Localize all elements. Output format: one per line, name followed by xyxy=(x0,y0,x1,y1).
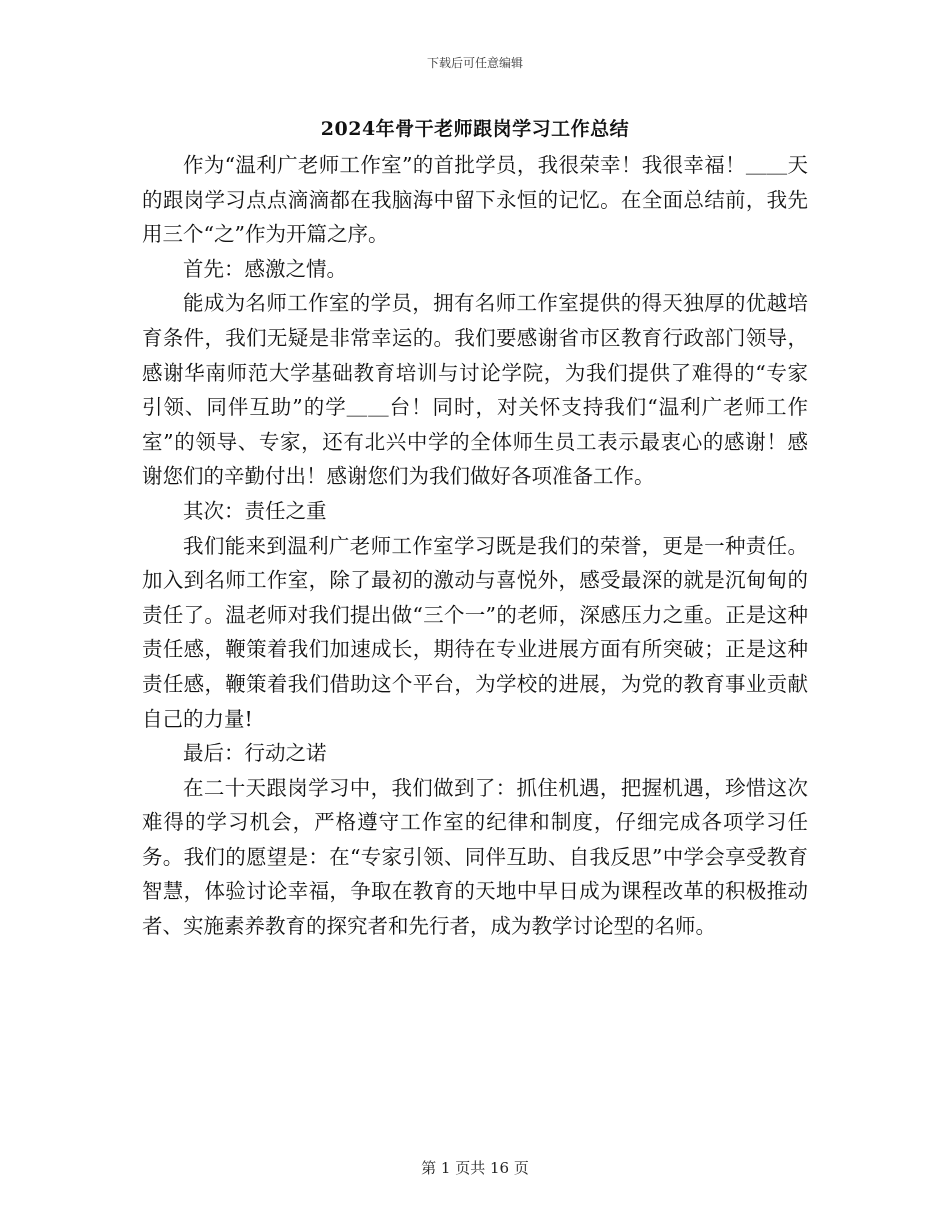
paragraph-responsibility: 我们能来到温利广老师工作室学习既是我们的荣誉，更是一种责任。加入到名师工作室，除了最初的激动与喜悦外，感受最深的就是沉甸甸的责任了。温老师对我们提出做“三个一”的老师，深感压力之重。正是这种责任感，鞭策着我们加速成长，期待在专业进展方面有所突破；正是这种责任感，鞭策着我们借助这个平台，为学校的进展，为党的教育事业贡献自己的力量! xyxy=(142,533,808,731)
paragraph-action: 在二十天跟岗学习中，我们做到了：抓住机遇，把握机遇，珍惜这次难得的学习机会，严格遵守工作室的纪律和制度，仔细完成各项学习任务。我们的愿望是：在“专家引领、同伴互助、自我反思”中学会享受教育智慧，体验讨论幸福，争取在教育的天地中早日成为课程改革的积极推动者、实施素养教育的探究者和先行者，成为教学讨论型的名师。 xyxy=(142,775,808,939)
document-title: 2024年骨干老师跟岗学习工作总结 xyxy=(320,118,630,140)
document-body xyxy=(142,148,808,944)
section-heading-gratitude: 首先：感激之情。 xyxy=(183,256,347,281)
page-footer: 第 1 页共 16 页 xyxy=(421,1159,529,1177)
paragraph-intro: 作为“温利广老师工作室”的首批学员，我很荣幸！我很幸福！＿＿天的跟岗学习点点滴滴都在我脑海中留下永恒的记忆。在全面总结前，我先用三个“之”作为开篇之序。 xyxy=(142,153,808,247)
section-heading-responsibility: 其次：责任之重 xyxy=(183,498,327,523)
header-note: 下载后可任意编辑 xyxy=(426,56,523,70)
paragraph-gratitude: 能成为名师工作室的学员，拥有名师工作室提供的得天独厚的优越培育条件，我们无疑是非常幸运的。我们要感谢省市区教育行政部门领导，感谢华南师范大学基础教育培训与讨论学院，为我们提供了难得的“专家引领、同伴互助”的学＿＿台！同时，对关怀支持我们“温利广老师工作室”的领导、专家，还有北兴中学的全体师生员工表示最衷心的感谢！感谢您们的辛勤付出！感谢您们为我们做好各项准备工作。 xyxy=(142,291,808,489)
section-heading-action: 最后：行动之诺 xyxy=(183,741,327,766)
